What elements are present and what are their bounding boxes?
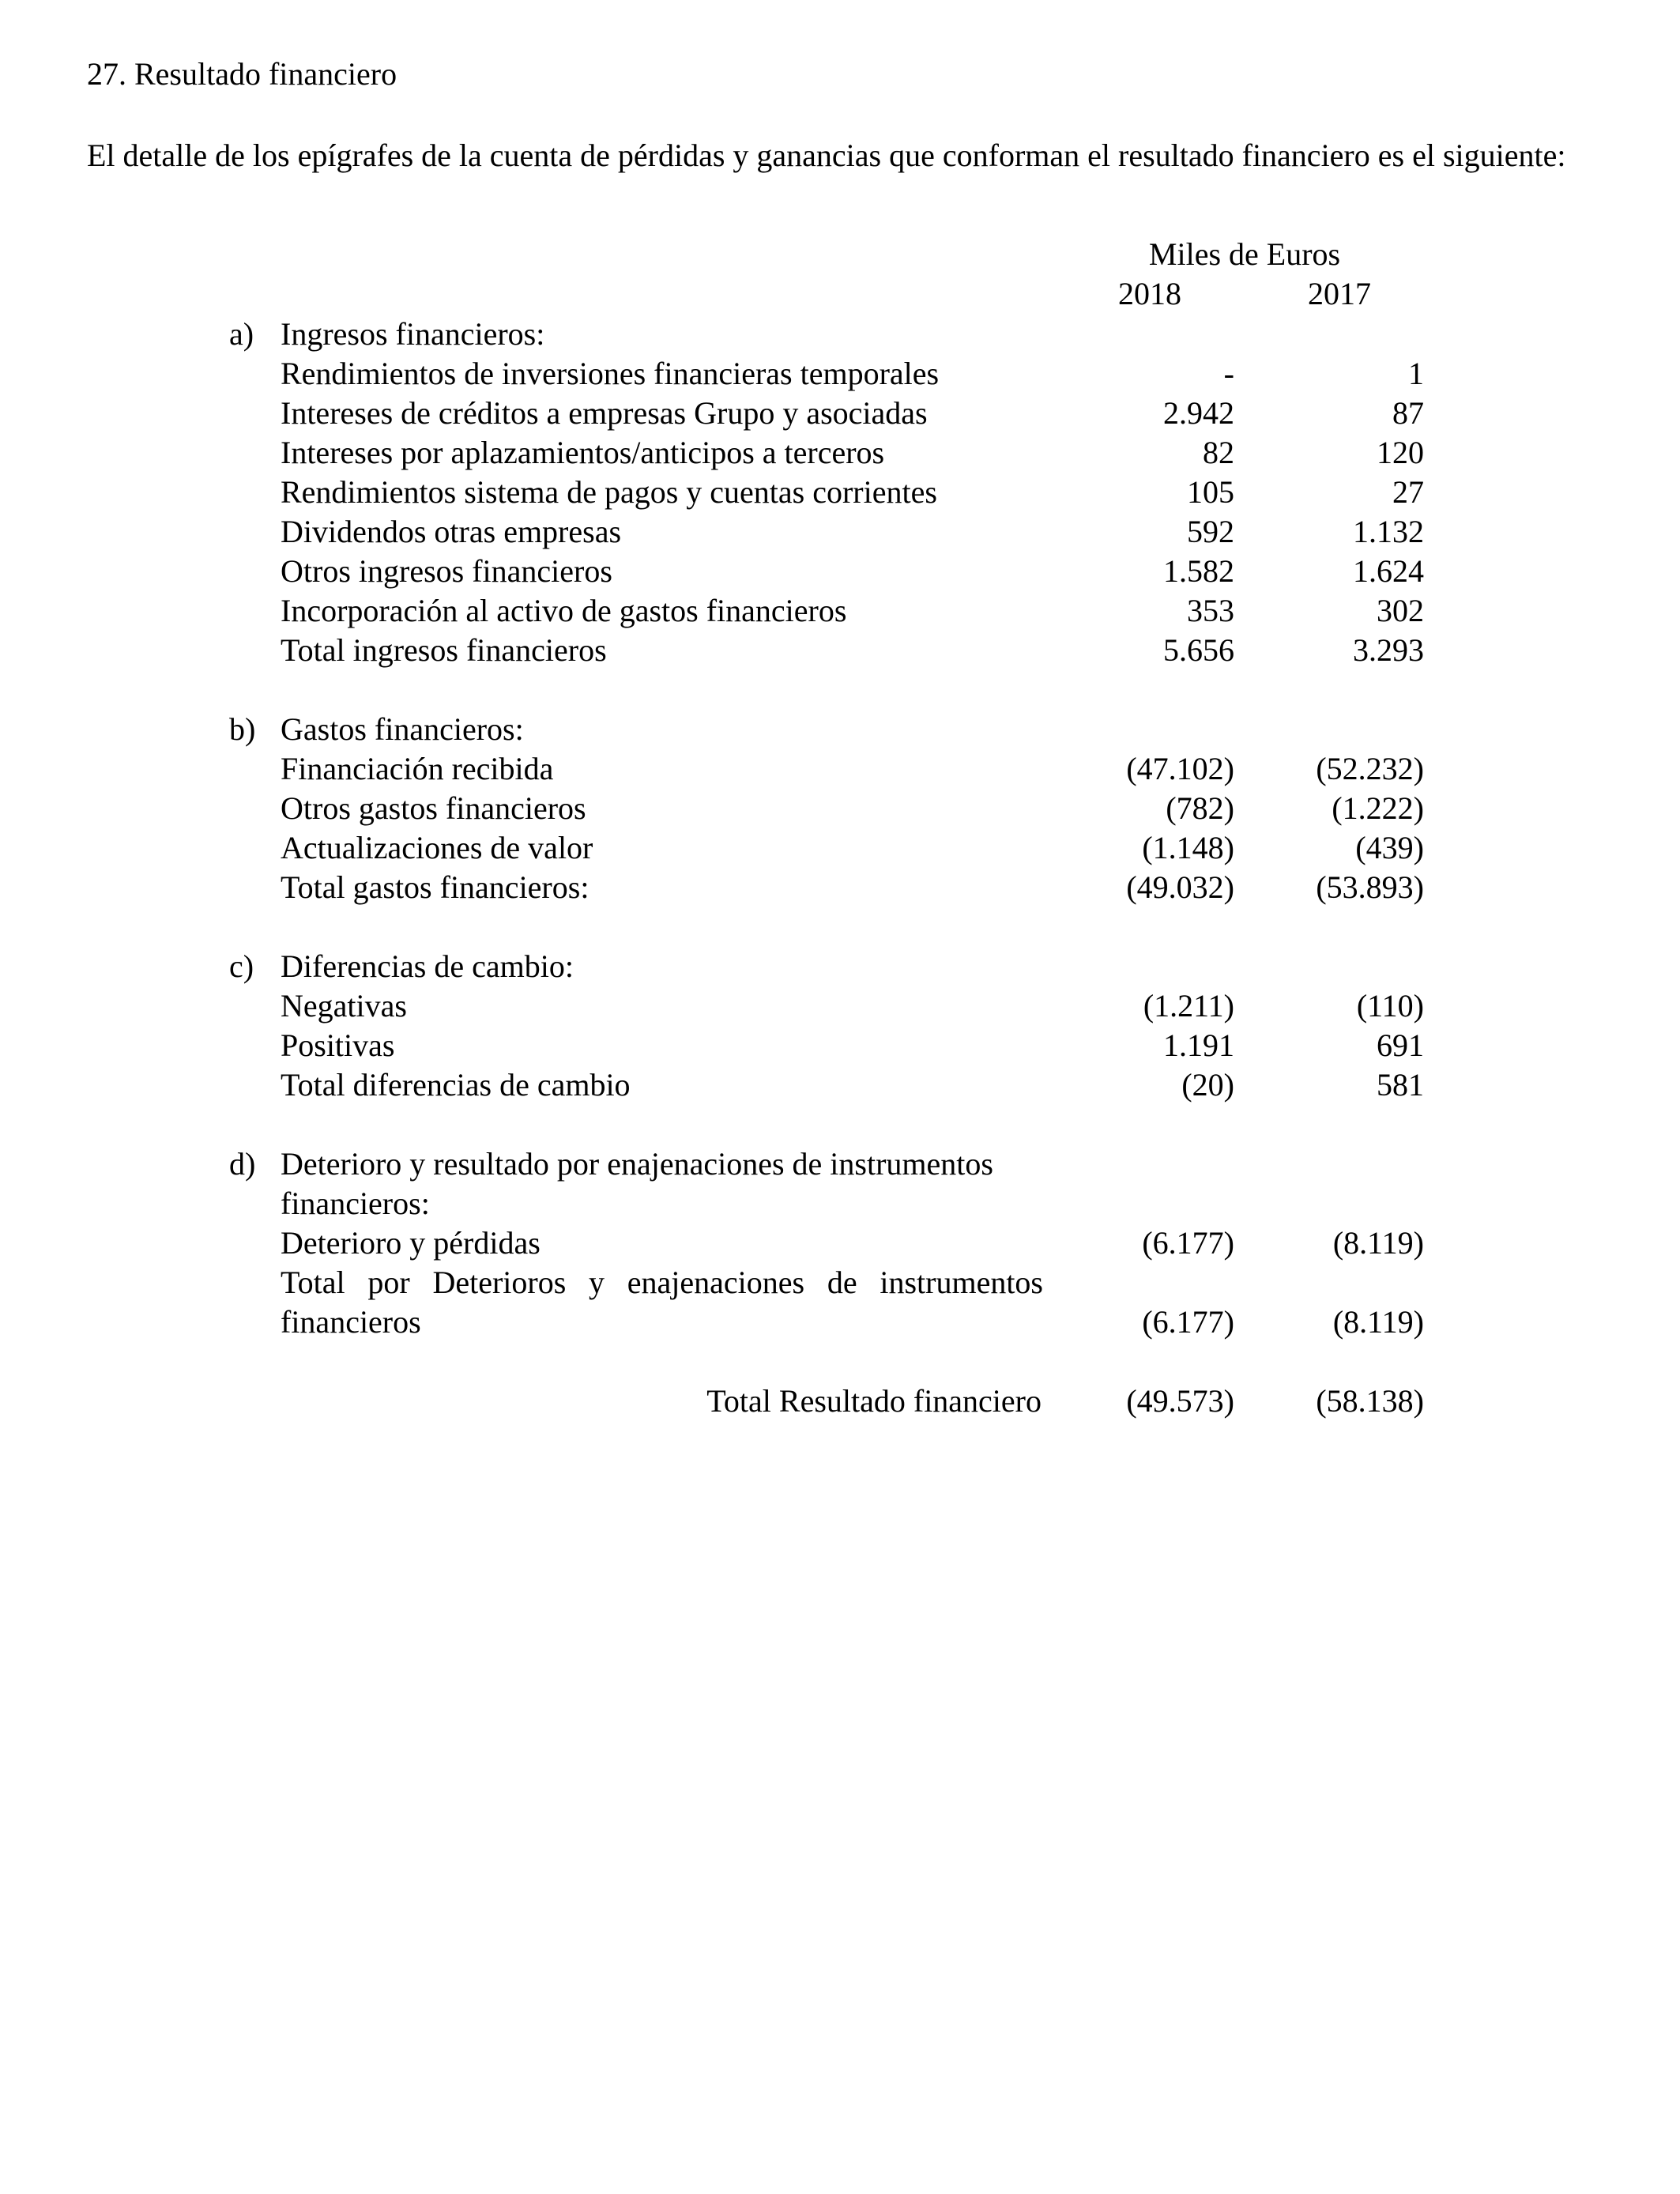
table-row xyxy=(0,394,1680,433)
value-2017: 302 xyxy=(1377,593,1424,628)
value-2018: - xyxy=(1223,356,1234,391)
value-2018: (6.177) xyxy=(1142,1304,1234,1340)
row-label-continued: financieros xyxy=(281,1304,421,1340)
value-2017: (439) xyxy=(1355,830,1424,865)
total-row xyxy=(0,868,1680,907)
table-row xyxy=(0,789,1680,828)
table-row xyxy=(0,591,1680,631)
value-2018: 2.942 xyxy=(1163,395,1234,431)
row-label: Dividendos otras empresas xyxy=(281,514,622,549)
row-label: Intereses por aplazamientos/anticipos a terceros xyxy=(281,435,885,470)
value-2018: 1.191 xyxy=(1163,1027,1234,1063)
value-2017: 691 xyxy=(1377,1027,1424,1063)
value-2018: 105 xyxy=(1187,474,1234,510)
total-row-line1 xyxy=(0,1263,1680,1302)
value-2017: 1.624 xyxy=(1353,553,1424,589)
value-2017: (1.222) xyxy=(1332,790,1424,826)
value-2018: 353 xyxy=(1187,593,1234,628)
section-b-header xyxy=(0,710,1680,749)
value-2017: 581 xyxy=(1377,1067,1424,1103)
section-title-continued: financieros: xyxy=(281,1186,430,1221)
table-row xyxy=(0,1223,1680,1263)
value-2017: (8.119) xyxy=(1332,1225,1424,1261)
section-title: Gastos financieros: xyxy=(281,711,524,747)
value-2017: 120 xyxy=(1377,435,1424,470)
grand-total-row xyxy=(0,1382,1680,1421)
section-letter: c) xyxy=(229,948,254,984)
grand-total-2017: (58.138) xyxy=(1316,1383,1424,1419)
section-letter: d) xyxy=(229,1146,256,1182)
value-2018: (47.102) xyxy=(1126,751,1234,786)
value-2017: (53.893) xyxy=(1316,869,1424,905)
value-2018: (20) xyxy=(1181,1067,1234,1103)
section-title: Diferencias de cambio: xyxy=(281,948,574,984)
value-2018: 82 xyxy=(1203,435,1234,470)
value-2018: (1.148) xyxy=(1142,830,1234,865)
row-label: Total gastos financieros: xyxy=(281,869,590,905)
section-d-header xyxy=(0,1144,1680,1184)
value-2018: (49.032) xyxy=(1126,869,1234,905)
total-row xyxy=(0,1302,1680,1342)
row-label: Total diferencias de cambio xyxy=(281,1067,631,1103)
row-label: Actualizaciones de valor xyxy=(281,830,593,865)
section-a-header xyxy=(0,315,1680,354)
table-row xyxy=(0,433,1680,473)
intro-paragraph: El detalle de los epígrafes de la cuenta de pérdidas y ganancias que conforman el resultado financiero es el siguiente: xyxy=(87,138,1566,173)
table-row xyxy=(0,749,1680,789)
value-2018: 592 xyxy=(1187,514,1234,549)
section-title: Deterioro y resultado por enajenaciones de instrumentos xyxy=(281,1146,993,1182)
grand-total-2018: (49.573) xyxy=(1126,1383,1234,1419)
row-label: Intereses de créditos a empresas Grupo y asociadas xyxy=(281,395,928,431)
value-2017: (52.232) xyxy=(1316,751,1424,786)
table-row xyxy=(0,354,1680,394)
total-row xyxy=(0,1065,1680,1105)
value-2017: 3.293 xyxy=(1353,632,1424,668)
section-title: Ingresos financieros: xyxy=(281,316,545,352)
row-label: Positivas xyxy=(281,1027,395,1063)
table-row xyxy=(0,512,1680,552)
year-header-2017: 2017 xyxy=(1308,276,1371,311)
section-d-header-continued xyxy=(0,1184,1680,1223)
row-label: Financiación recibida xyxy=(281,751,554,786)
row-label: Deterioro y pérdidas xyxy=(281,1225,541,1261)
value-2018: 5.656 xyxy=(1163,632,1234,668)
row-label: Negativas xyxy=(281,988,407,1023)
row-label: Incorporación al activo de gastos financieros xyxy=(281,593,847,628)
value-2017: 1 xyxy=(1408,356,1424,391)
table-row xyxy=(0,1026,1680,1065)
value-2017: (8.119) xyxy=(1332,1304,1424,1340)
year-header-2018: 2018 xyxy=(1118,276,1181,311)
section-c-header xyxy=(0,947,1680,986)
value-2017: 87 xyxy=(1392,395,1424,431)
table-row xyxy=(0,986,1680,1026)
unit-header: Miles de Euros xyxy=(1148,236,1341,272)
grand-total-label: Total Resultado financiero xyxy=(706,1383,1042,1419)
row-label: Total por Deterioros y enajenaciones de instrumentos xyxy=(281,1265,1043,1300)
value-2018: 1.582 xyxy=(1163,553,1234,589)
total-row xyxy=(0,631,1680,670)
section-letter: a) xyxy=(229,316,254,352)
table-row xyxy=(0,552,1680,591)
table-row xyxy=(0,473,1680,512)
value-2017: 27 xyxy=(1392,474,1424,510)
value-2017: (110) xyxy=(1356,988,1424,1023)
row-label: Rendimientos de inversiones financieras temporales xyxy=(281,356,940,391)
value-2018: (1.211) xyxy=(1143,988,1234,1023)
value-2017: 1.132 xyxy=(1353,514,1424,549)
row-label: Total ingresos financieros xyxy=(281,632,607,668)
note-heading: 27. Resultado financiero xyxy=(87,56,397,92)
table-row xyxy=(0,828,1680,868)
row-label: Rendimientos sistema de pagos y cuentas corrientes xyxy=(281,474,937,510)
row-label: Otros ingresos financieros xyxy=(281,553,612,589)
section-letter: b) xyxy=(229,711,256,747)
row-label: Otros gastos financieros xyxy=(281,790,586,826)
value-2018: (782) xyxy=(1166,790,1234,826)
value-2018: (6.177) xyxy=(1142,1225,1234,1261)
